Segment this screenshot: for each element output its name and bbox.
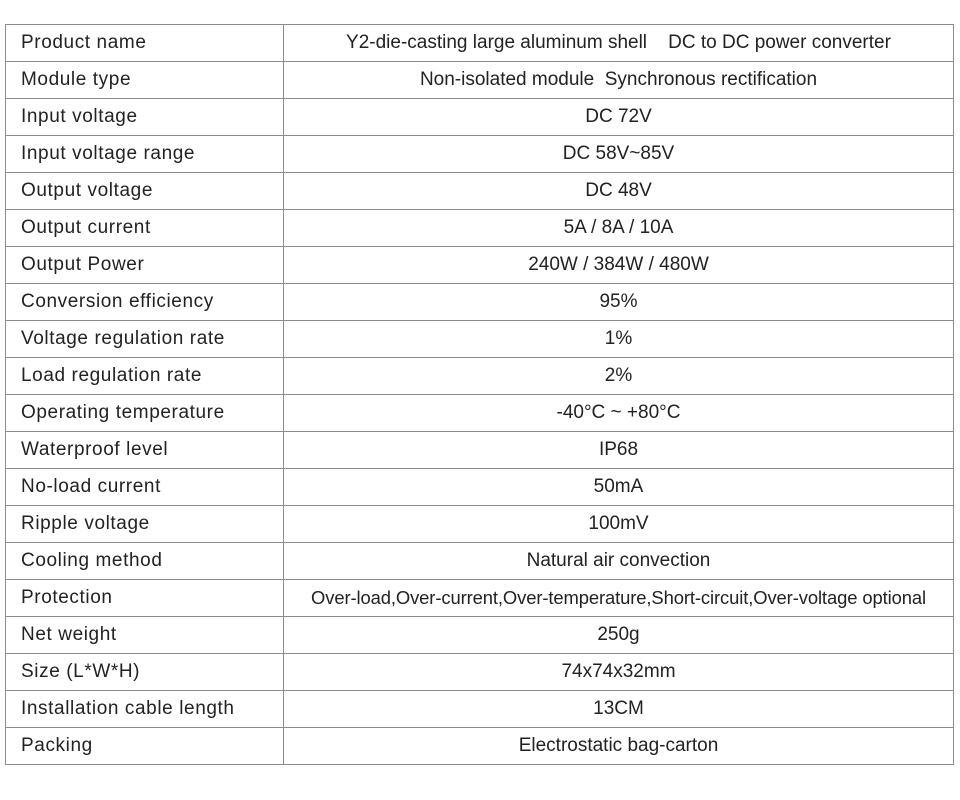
spec-label: Output current [6, 210, 284, 247]
table-row [6, 210, 954, 247]
table-row [6, 99, 954, 136]
spec-value: 2% [284, 358, 954, 395]
spec-value: 74x74x32mm [284, 654, 954, 691]
spec-value: IP68 [284, 432, 954, 469]
table-row [6, 469, 954, 506]
spec-value: DC 48V [284, 173, 954, 210]
spec-label: Product name [6, 25, 284, 62]
spec-label: Input voltage [6, 99, 284, 136]
table-row [6, 284, 954, 321]
table-row [6, 691, 954, 728]
spec-label: Output voltage [6, 173, 284, 210]
spec-label: Ripple voltage [6, 506, 284, 543]
spec-value: 50mA [284, 469, 954, 506]
table-row [6, 654, 954, 691]
spec-value: DC 72V [284, 99, 954, 136]
spec-value: 1% [284, 321, 954, 358]
spec-label: Waterproof level [6, 432, 284, 469]
table-row [6, 136, 954, 173]
spec-value: 250g [284, 617, 954, 654]
spec-value: 100mV [284, 506, 954, 543]
table-row [6, 580, 954, 617]
spec-label: Module type [6, 62, 284, 99]
spec-label: Voltage regulation rate [6, 321, 284, 358]
spec-label: Net weight [6, 617, 284, 654]
spec-label: Output Power [6, 247, 284, 284]
spec-value: 95% [284, 284, 954, 321]
spec-value: 13CM [284, 691, 954, 728]
spec-label: Load regulation rate [6, 358, 284, 395]
spec-value: -40°C ~ +80°C [284, 395, 954, 432]
spec-label: Installation cable length [6, 691, 284, 728]
spec-label: Protection [6, 580, 284, 617]
table-row [6, 395, 954, 432]
table-row [6, 321, 954, 358]
spec-value: Natural air convection [284, 543, 954, 580]
table-row [6, 62, 954, 99]
spec-value: Electrostatic bag-carton [284, 728, 954, 765]
table-row [6, 728, 954, 765]
table-row [6, 247, 954, 284]
spec-label: Operating temperature [6, 395, 284, 432]
spec-label: Size (L*W*H) [6, 654, 284, 691]
spec-label: Packing [6, 728, 284, 765]
table-row [6, 358, 954, 395]
table-row [6, 543, 954, 580]
spec-table [5, 24, 954, 765]
spec-label: No-load current [6, 469, 284, 506]
spec-label: Cooling method [6, 543, 284, 580]
spec-label: Conversion efficiency [6, 284, 284, 321]
table-row [6, 617, 954, 654]
table-row [6, 25, 954, 62]
spec-value: Non-isolated module Synchronous rectification [284, 62, 954, 99]
table-row [6, 432, 954, 469]
table-row [6, 506, 954, 543]
spec-value: 240W / 384W / 480W [284, 247, 954, 284]
spec-value: Y2-die-casting large aluminum shell DC to DC power converter [284, 25, 954, 62]
spec-label: Input voltage range [6, 136, 284, 173]
spec-value: 5A / 8A / 10A [284, 210, 954, 247]
table-row [6, 173, 954, 210]
spec-value: DC 58V~85V [284, 136, 954, 173]
spec-value: Over-load,Over-current,Over-temperature,Short-circuit,Over-voltage optional [284, 580, 954, 617]
spec-table-body [6, 25, 954, 765]
